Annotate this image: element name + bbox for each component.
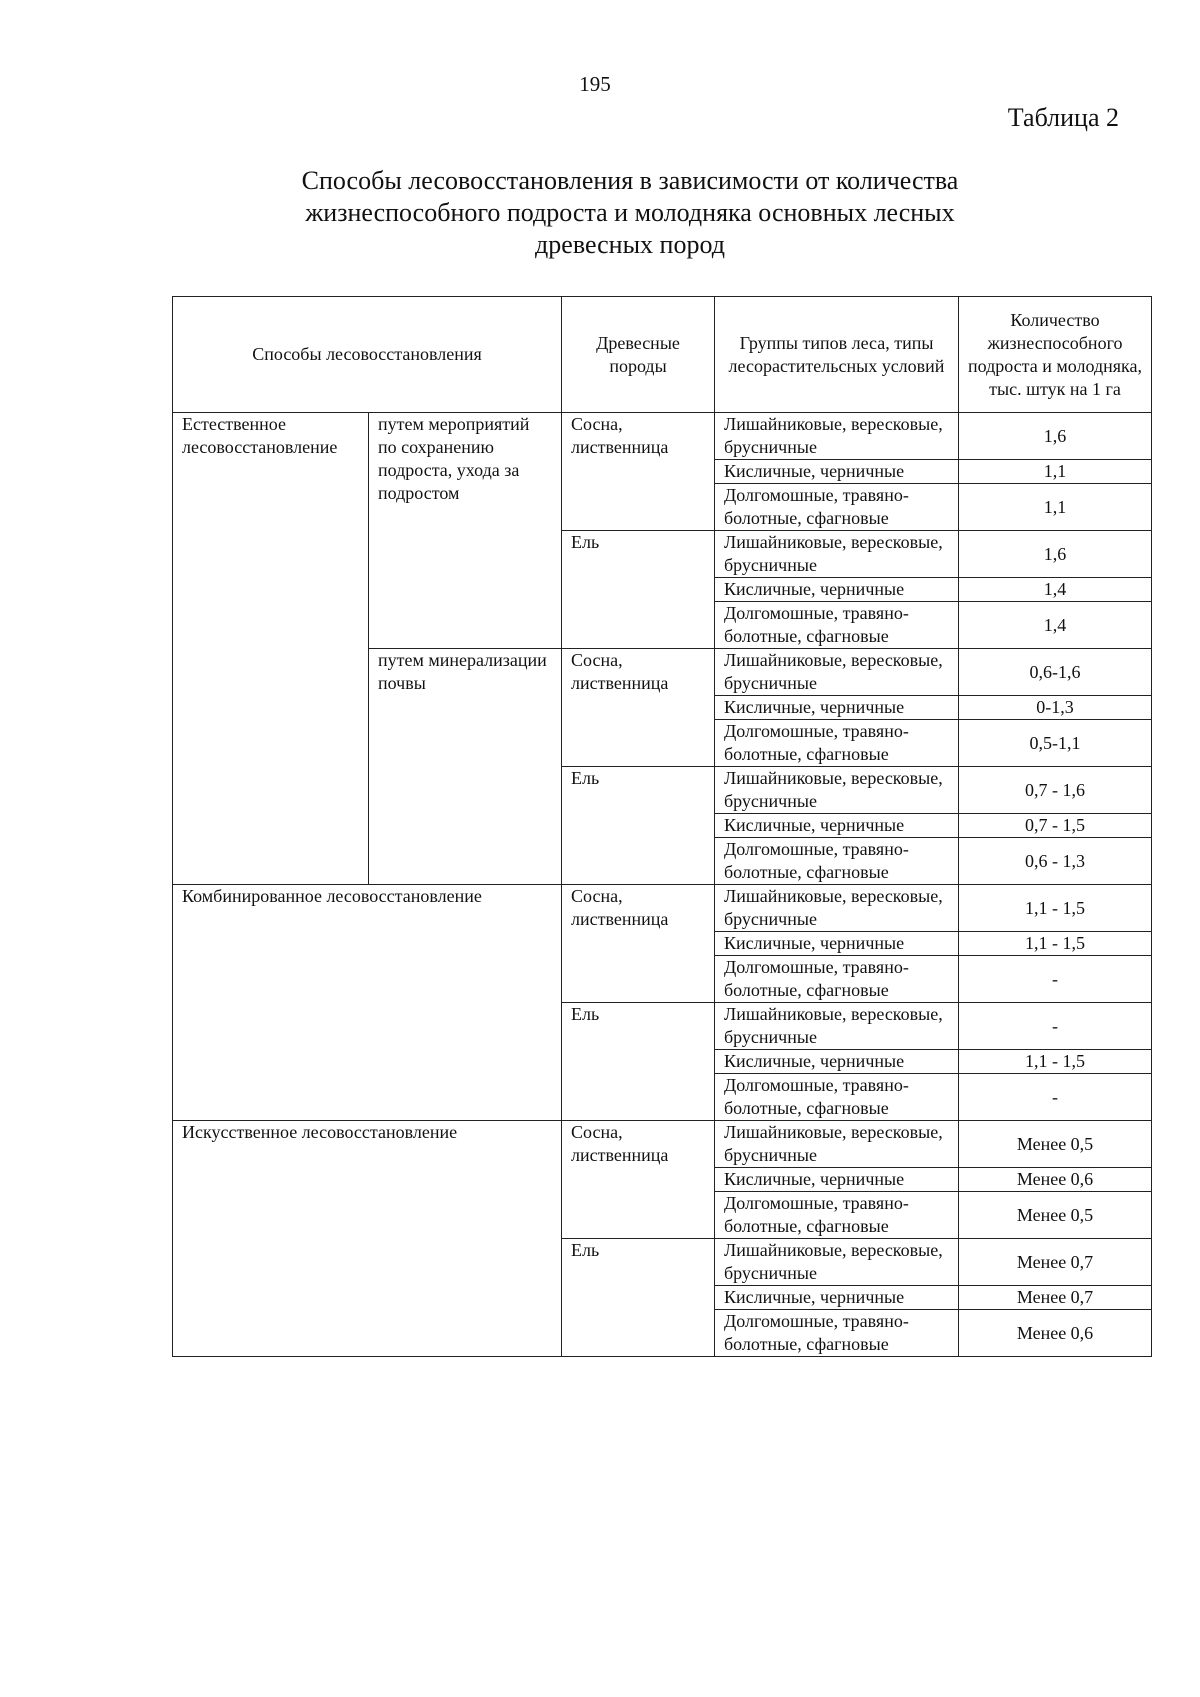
forest-group-cell: Долгомошные, травяно-болотные, сфагновые xyxy=(715,1074,959,1121)
value-cell: 1,4 xyxy=(959,602,1152,649)
forest-group-cell: Долгомошные, травяно-болотные, сфагновые xyxy=(715,838,959,885)
value-cell: 0,6-1,6 xyxy=(959,649,1152,696)
forest-group-cell: Долгомошные, травяно-болотные, сфагновые xyxy=(715,1310,959,1357)
forest-group-cell: Лишайниковые, вересковые, брусничные xyxy=(715,1121,959,1168)
header-quantity: Количество жизнеспособного подроста и молодняка, тыс. штук на 1 га xyxy=(959,297,1152,413)
forest-group-cell: Долгомошные, травяно-болотные, сфагновые xyxy=(715,720,959,767)
method-cell: Естественное лесовосстановление xyxy=(173,413,369,885)
species-cell: Сосна, лиственница xyxy=(562,1121,715,1239)
header-methods: Способы лесовосстановления xyxy=(173,297,562,413)
title-line: Способы лесовосстановления в зависимости от количества xyxy=(301,166,959,195)
forest-group-cell: Долгомошные, травяно-болотные, сфагновые xyxy=(715,1192,959,1239)
forest-group-cell: Долгомошные, травяно-болотные, сфагновые xyxy=(715,602,959,649)
value-cell: Менее 0,5 xyxy=(959,1121,1152,1168)
forest-group-cell: Лишайниковые, вересковые, брусничные xyxy=(715,413,959,460)
value-cell: 1,6 xyxy=(959,413,1152,460)
value-cell: 1,1 - 1,5 xyxy=(959,885,1152,932)
table-row xyxy=(173,1121,1152,1168)
forest-group-cell: Кисличные, черничные xyxy=(715,578,959,602)
value-cell: 0,7 - 1,6 xyxy=(959,767,1152,814)
forest-group-cell: Кисличные, черничные xyxy=(715,1050,959,1074)
species-cell: Ель xyxy=(562,1003,715,1121)
value-cell: - xyxy=(959,1074,1152,1121)
value-cell: 0,7 - 1,5 xyxy=(959,814,1152,838)
submethod-cell: путем минерализации почвы xyxy=(369,649,562,885)
table-row xyxy=(173,413,1152,460)
value-cell: Менее 0,7 xyxy=(959,1239,1152,1286)
table-header-row xyxy=(173,297,1152,413)
forest-group-cell: Лишайниковые, вересковые, брусничные xyxy=(715,1239,959,1286)
forest-group-cell: Лишайниковые, вересковые, брусничные xyxy=(715,885,959,932)
value-cell: 0-1,3 xyxy=(959,696,1152,720)
value-cell: 0,5-1,1 xyxy=(959,720,1152,767)
table-title xyxy=(240,165,1020,261)
method-cell: Искусственное лесовосстановление xyxy=(173,1121,562,1357)
value-cell: 1,1 - 1,5 xyxy=(959,1050,1152,1074)
value-cell: 1,1 xyxy=(959,460,1152,484)
species-cell: Сосна, лиственница xyxy=(562,649,715,767)
method-cell: Комбинированное лесовосстановление xyxy=(173,885,562,1121)
value-cell: 1,4 xyxy=(959,578,1152,602)
value-cell: Менее 0,7 xyxy=(959,1286,1152,1310)
species-cell: Сосна, лиственница xyxy=(562,413,715,531)
title-line: древесных пород xyxy=(535,230,725,259)
species-cell: Ель xyxy=(562,531,715,649)
value-cell: 1,6 xyxy=(959,531,1152,578)
value-cell: Менее 0,5 xyxy=(959,1192,1152,1239)
forest-group-cell: Кисличные, черничные xyxy=(715,696,959,720)
value-cell: 1,1 xyxy=(959,484,1152,531)
title-line: жизнеспособного подроста и молодняка основных лесных xyxy=(305,198,955,227)
forest-group-cell: Долгомошные, травяно-болотные, сфагновые xyxy=(715,484,959,531)
header-species: Древесные породы xyxy=(562,297,715,413)
forest-group-cell: Кисличные, черничные xyxy=(715,932,959,956)
table-label: Таблица 2 xyxy=(1007,103,1119,132)
forest-group-cell: Кисличные, черничные xyxy=(715,814,959,838)
forest-group-cell: Кисличные, черничные xyxy=(715,460,959,484)
forest-group-cell: Долгомошные, травяно-болотные, сфагновые xyxy=(715,956,959,1003)
forest-group-cell: Лишайниковые, вересковые, брусничные xyxy=(715,1003,959,1050)
value-cell: 0,6 - 1,3 xyxy=(959,838,1152,885)
species-cell: Сосна, лиственница xyxy=(562,885,715,1003)
value-cell: - xyxy=(959,1003,1152,1050)
value-cell: Менее 0,6 xyxy=(959,1310,1152,1357)
header-groups: Группы типов леса, типы лесорастительсных условий xyxy=(715,297,959,413)
forest-group-cell: Кисличные, черничные xyxy=(715,1286,959,1310)
forest-group-cell: Лишайниковые, вересковые, брусничные xyxy=(715,649,959,696)
value-cell: 1,1 - 1,5 xyxy=(959,932,1152,956)
value-cell: - xyxy=(959,956,1152,1003)
reforestation-table xyxy=(172,296,1152,1357)
value-cell: Менее 0,6 xyxy=(959,1168,1152,1192)
forest-group-cell: Лишайниковые, вересковые, брусничные xyxy=(715,531,959,578)
species-cell: Ель xyxy=(562,767,715,885)
page-number: 195 xyxy=(579,72,611,96)
species-cell: Ель xyxy=(562,1239,715,1357)
submethod-cell: путем мероприятий по сохранению подроста, ухода за подростом xyxy=(369,413,562,649)
forest-group-cell: Кисличные, черничные xyxy=(715,1168,959,1192)
forest-group-cell: Лишайниковые, вересковые, брусничные xyxy=(715,767,959,814)
table-row xyxy=(173,885,1152,932)
